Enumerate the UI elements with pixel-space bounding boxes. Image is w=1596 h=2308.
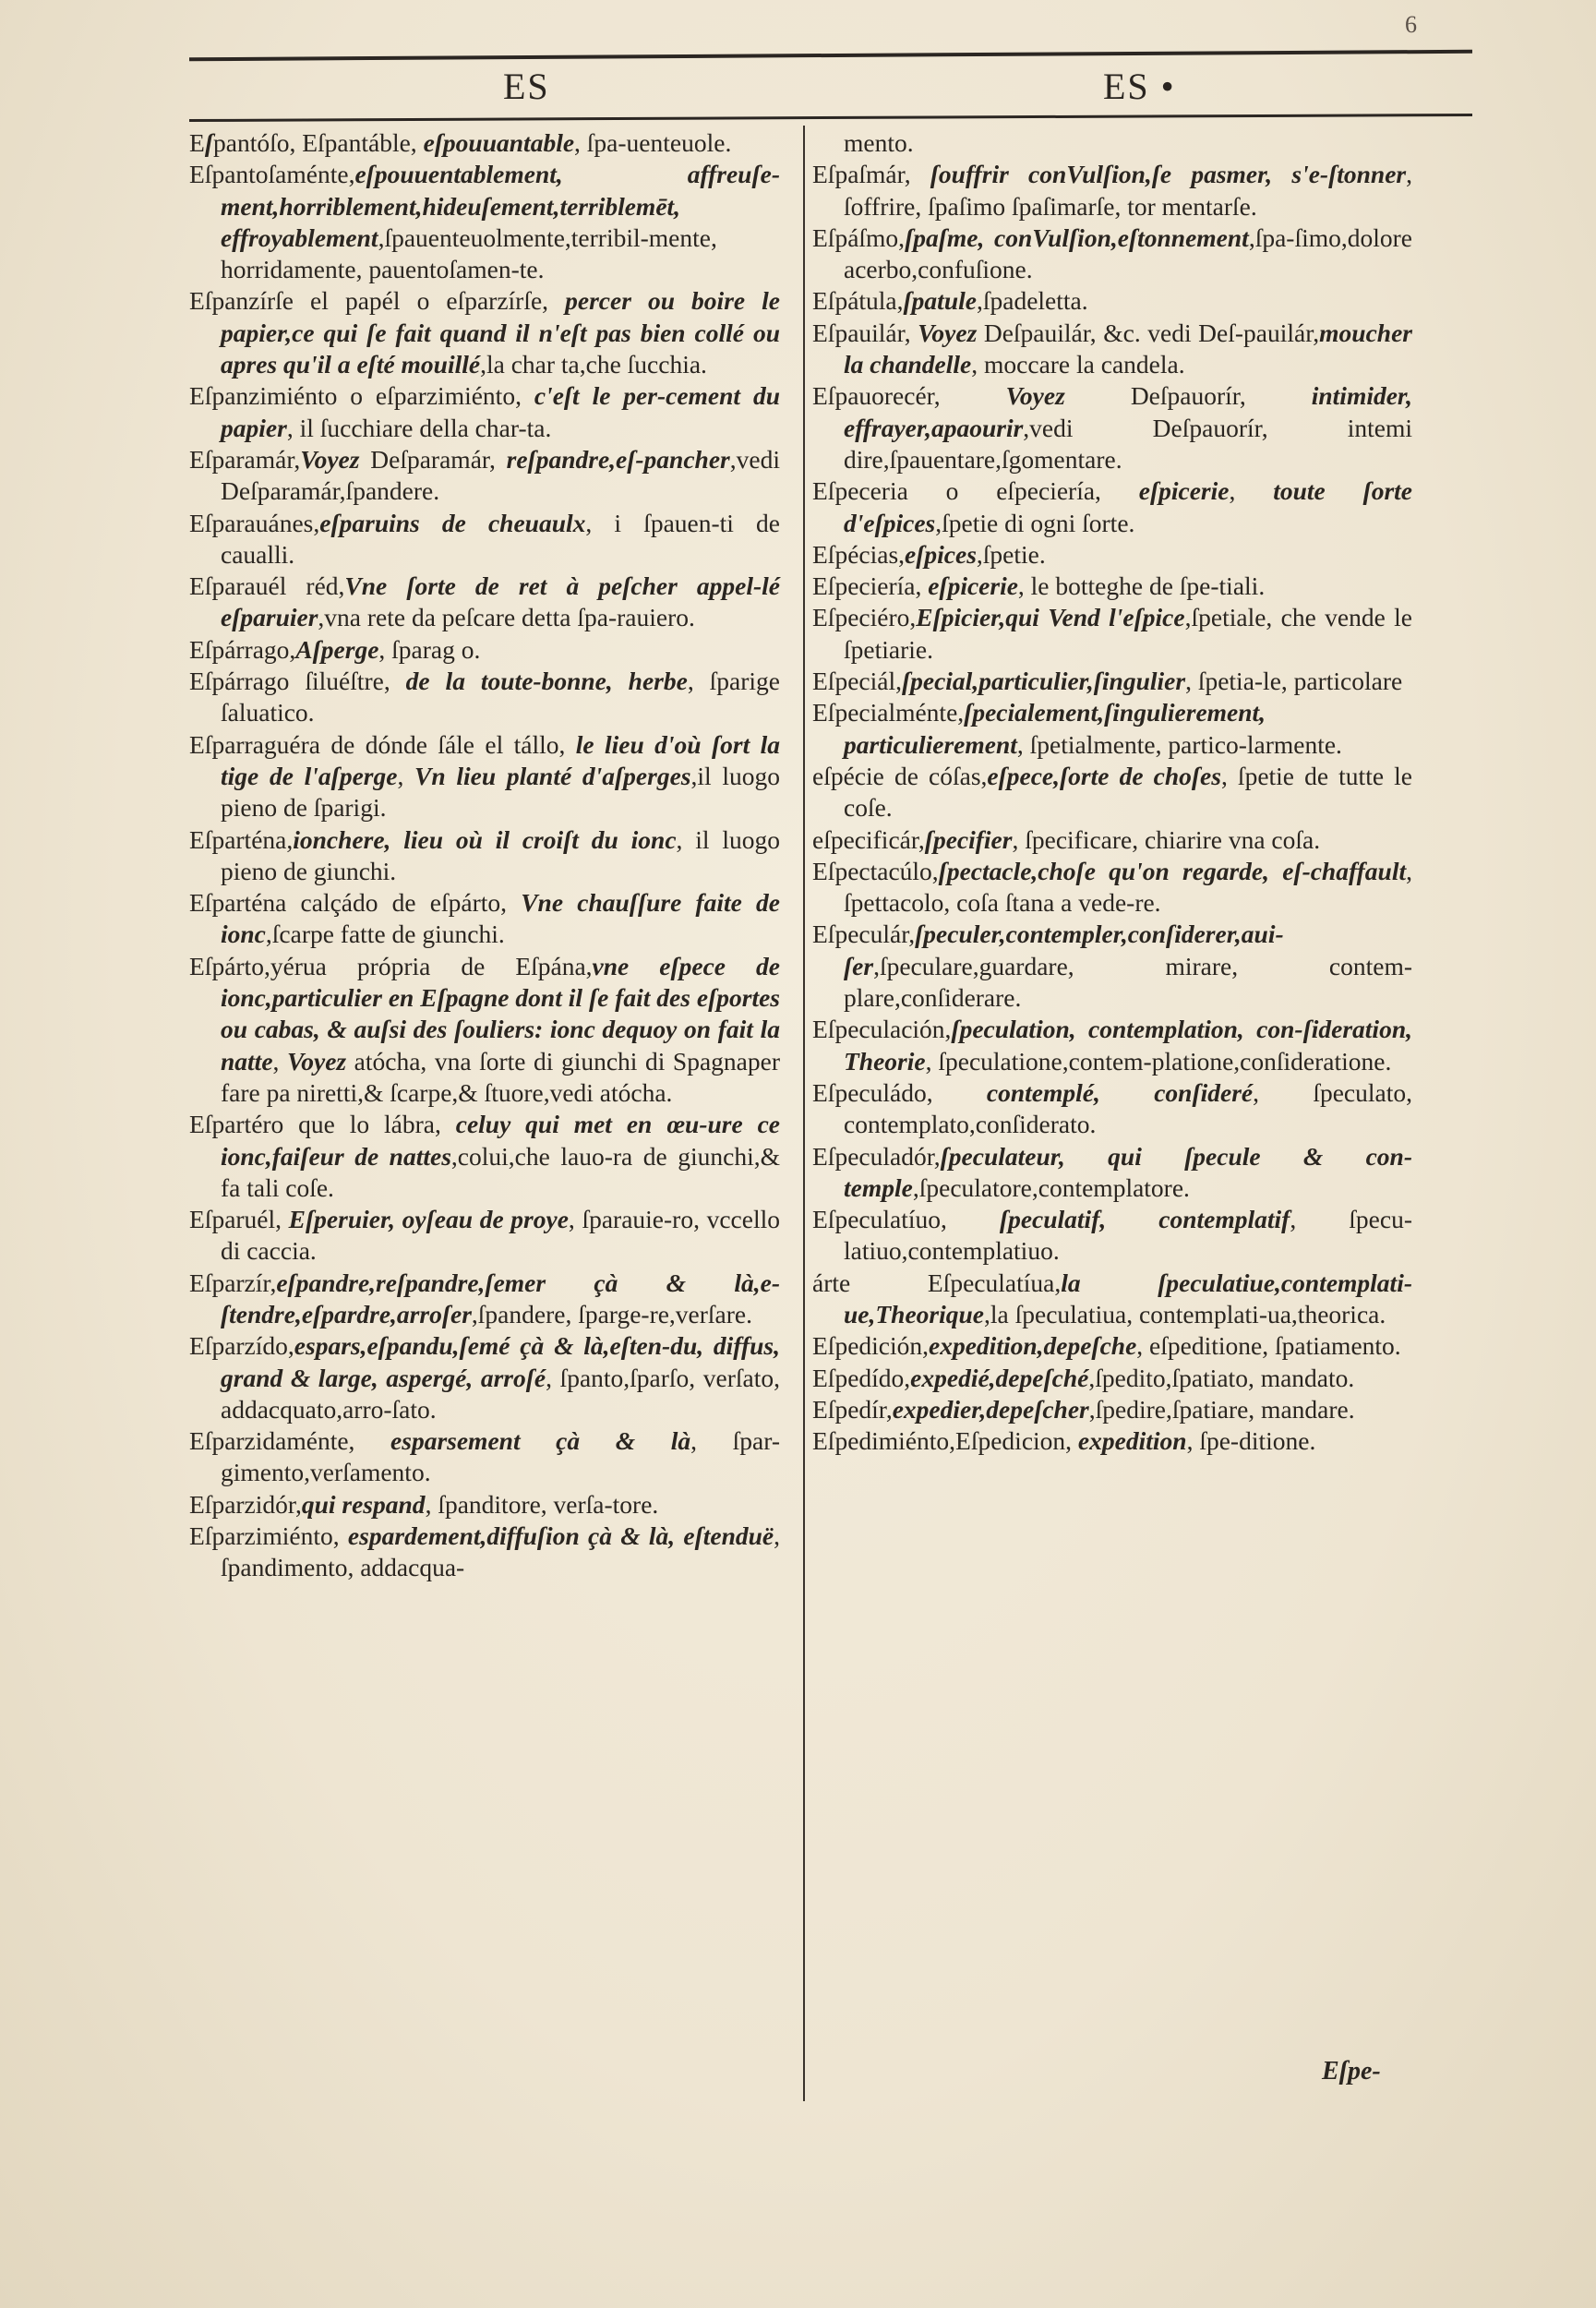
dictionary-entry: Eſpaſmár, ſouffrir conVulſion,ſe pasmer, s'e-ſtonner, ſoffrire, ſpaſimo ſpaſimarſe, tor mentarſe. [812,160,1413,221]
dictionary-entry: Eſpantóſo, Eſpantáble, eſpouuantable, ſpa-uenteuole. [189,128,732,157]
dictionary-entry: Eſpedír,expedier,depeſcher,ſpedire,ſpatiare, mandare. [812,1394,1355,1424]
dictionary-entry: Eſparzír,eſpandre,reſpandre,ſemer çà & là,e-ſtendre,eſpardre,arroſer,ſpandere, ſparge-re,verſare. [189,1268,780,1328]
dictionary-entry: Eſpeculatíuo, ſpeculatif, contemplatif, ſpecu-latiuo,contemplatiuo. [812,1205,1412,1266]
header-rule [189,114,1472,122]
left-column [189,127,780,1584]
dictionary-entry: Eſparamár,Voyez Deſparamár, reſpandre,eſ-pancher,vedi Deſparamár,ſpandere. [189,444,780,506]
dictionary-entry: Eſpeceria o eſpeciería, eſpicerie, toute ſorte d'eſpices,ſpetie di ogni ſorte. [812,476,1412,537]
dictionary-entry: Eſpanzimiénto o eſparzimiénto, c'eſt le per-cement du papier, il ſucchiare della char-ta. [189,381,780,442]
dictionary-entry: Eſpécias,eſpices,ſpetie. [812,539,1046,569]
dictionary-entry: Eſpauilár, Voyez Deſpauilár, &c. vedi Deſ-pauilár,moucher la chandelle, moccare la candela. [812,318,1413,379]
dictionary-entry: mento. [844,128,914,157]
dictionary-entry: Eſpecialménte,ſpecialement,ſingulierement, particulierement, ſpetialmente, partico-larmente. [812,698,1342,759]
dictionary-entry: Eſparzidaménte, esparsement çà & là, ſpar-gimento,verſamento. [189,1426,780,1487]
dictionary-entry: Eſparuél, Eſperuier, oyſeau de proye, ſparauie-ro, vccello di caccia. [189,1205,780,1266]
dictionary-entry: Eſpáſmo,ſpaſme, conVulſion,eſtonnement,ſpa-ſimo,dolore acerbo,confuſione. [812,222,1412,284]
dictionary-entry: Eſpeciería, eſpicerie, le botteghe de ſpe-tiali. [812,571,1266,601]
dictionary-entry: Eſparraguéra de dónde ſále el tállo, le lieu d'où ſort la tige de l'aſperge, Vn lieu planté d'aſperges,il luogo pieno de ſparigi. [189,729,781,823]
dictionary-entry: Eſparténa calçádo de eſpárto, Vne chauſſure faite de ionc,ſcarpe fatte de giunchi. [189,888,781,949]
dictionary-entry: Eſpectacúlo,ſpectacle,choſe qu'on regarde, eſ-chaffault, ſpettacolo, coſa ſtana a vede-re. [812,856,1412,918]
dictionary-entry: Eſparzidór,qui respand, ſpanditore, verſa-tore. [189,1489,659,1519]
dictionary-entry: Eſparzído,espars,eſpandu,ſemé çà & là,eſten-du, diffus, grand & large, aspergé, arroſé, ſpanto,ſparſo, verſato, addacquato,arro-ſato. [189,1331,780,1424]
dictionary-entry: Eſpárrago ſiluéſtre, de la toute-bonne, herbe, ſparige ſaluatico. [189,667,780,727]
folio-number: 6 [1405,11,1417,38]
dictionary-entry: Eſpantoſaménte,eſpouuentablement, affreuſe-ment,horriblement,hideuſement,terriblemēt, effroyablement,ſpauenteuolmente,terribil-mente, horridamente, pauentoſamen-te. [189,160,780,284]
top-rule [189,50,1472,61]
dictionary-entry: Eſpeculádo, contemplé, conſideré, ſpeculato, contemplato,conſiderato. [812,1077,1412,1139]
dictionary-entry: Eſpeculación,ſpeculation, contemplation, con-ſideration, Theorie, ſpeculatione,contem-platione,conſideratione. [812,1015,1412,1076]
dictionary-entry: Eſparauánes,eſparuins de cheuaulx, i ſpauen-ti de caualli. [189,508,781,569]
dictionary-entry: Eſpeciál,ſpecial,particulier,ſingulier, ſpetia-le, particolare [812,667,1403,696]
dictionary-entry: Eſpeciéro,Eſpicier,qui Vend l'eſpice,ſpetiale, che vende le ſpetiarie. [812,603,1412,664]
dictionary-entry: Eſpauorecér, Voyez Deſpauorír, intimider, effrayer,apaourir,vedi Deſpauorír, intemi dire,ſpauentare,ſgomentare. [812,381,1412,474]
dictionary-entry: Eſpanzírſe el papél o eſparzírſe, percer ou boire le papier,ce qui ſe fait quand il n'eſt pas bien collé ou apres qu'il a eſté mouillé,la char ta,che ſucchia. [189,286,781,379]
running-head-left: ES [503,66,550,107]
dictionary-entry: Eſpeculár,ſpeculer,contempler,conſiderer,aui-ſer,ſpeculare,guardare, mirare, contem-plare,conſiderare. [812,920,1412,1013]
right-column [812,127,1412,1457]
dictionary-entry: Eſparténa,ionchere, lieu où il croiſt du ionc, il luogo pieno de giunchi. [189,824,781,885]
dictionary-entry: Eſpartéro que lo lábra, celuy qui met en œu-ure ce ionc,faiſeur de nattes,colui,che lauo-ra de giunchi,& fa tali coſe. [189,1110,780,1202]
dictionary-entry: árte Eſpeculatíua,la ſpeculatiue,contemplati-ue,Theorique,la ſpeculatiua, contemplati-ua,theorica. [812,1268,1412,1328]
running-head-right: ES • [1103,66,1176,107]
column-divider [803,126,805,2101]
dictionary-entry: Eſpedición,expedition,depeſche, eſpeditione, ſpatiamento. [812,1331,1401,1361]
dictionary-entry: Eſpárrago,Aſperge, ſparag o. [189,634,481,664]
dictionary-entry: Eſpedído,expedié,depeſché,ſpedito,ſpatiato, mandato. [812,1363,1355,1392]
dictionary-entry: Eſparzimiénto, espardement,diffuſion çà & là, eſtenduë, ſpandimento, addacqua- [189,1521,781,1582]
dictionary-entry: Eſpátula,ſpatule,ſpadeletta. [812,286,1088,316]
dictionary-entry: Eſpeculadór,ſpeculateur, qui ſpecule & con-temple,ſpeculatore,contemplatore. [812,1141,1412,1202]
dictionary-entry: Eſparauél réd,Vne ſorte de ret à peſcher appel-lé eſparuier,vna rete da peſcare detta ſpa-rauiero. [189,571,780,632]
dictionary-entry: eſpécie de cóſas,eſpece,ſorte de choſes, ſpetie de tutte le coſe. [812,761,1412,823]
catchword: Eſpe- [1322,2057,1381,2086]
dictionary-entry: eſpecificár,ſpecifier, ſpecificare, chiarire vna coſa. [812,824,1321,854]
dictionary-entry: Eſpárto,yérua própria de Eſpána,vne eſpece de ionc,particulier en Eſpagne dont il ſe fait des eſportes ou cabas, & auſsi des ſouliers: ionc dequoy on fait la natte, Voyez atócha, vna ſorte di giunchi di Spagnaper fare pa niretti,& ſcarpe,& ſtuore,vedi atócha. [189,951,780,1107]
dictionary-entry: Eſpedimiénto,Eſpedicion, expedition, ſpe-ditione. [812,1426,1316,1456]
